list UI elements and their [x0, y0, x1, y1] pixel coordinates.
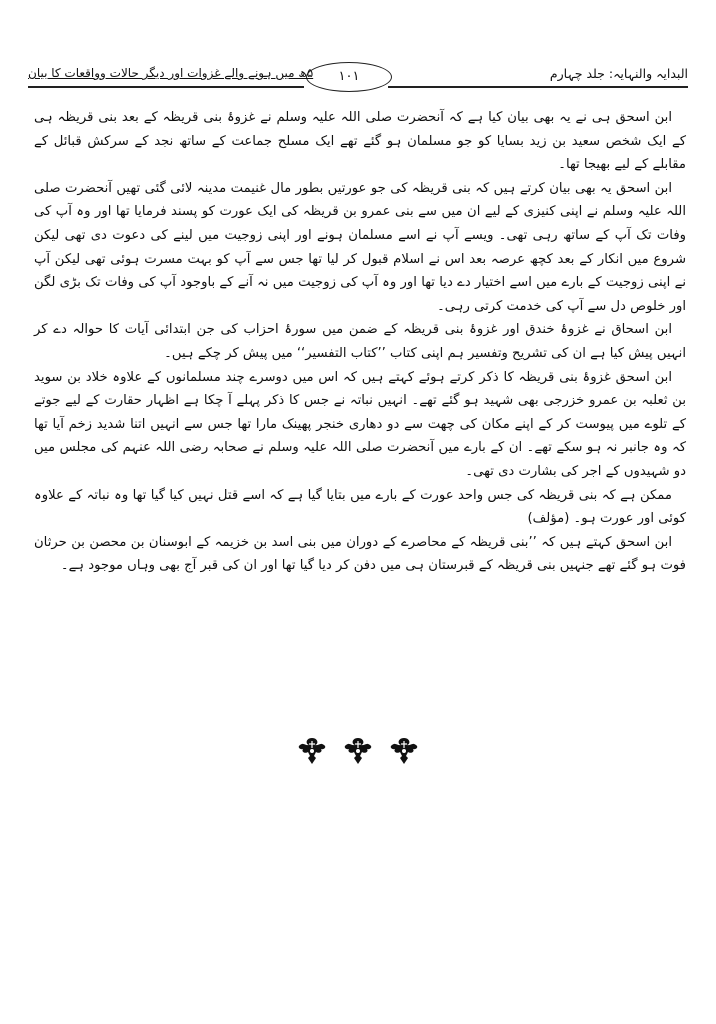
header-rule-right — [388, 86, 688, 88]
paragraph-text: ابن اسحق غزوۂ بنی قریظہ کا ذکر کرتے ہوئے کہتے ہیں کہ اس میں دوسرے چند مسلمانوں کے علاوہ خلاد بن سوید بن ثعلبہ بن عمرو خزرجی بھی شہید ہو گئے تھے۔ انہیں نباتہ نے جس کا ذکر پہلے آ چکا ہے اظہار حقارت کے لیے جوتے کے تلوے میں پیوست کر کے اپنے مکان کی چھت سے دو دھاری خنجر پھینک مارا تھا جس سے انہیں اتنا شدید زخم آیا تھا کہ وہ جانبر نہ ہو سکے تھے۔ ان کے بارے میں آنحضرت صلی اللہ علیہ وسلم نے صحابہ رضی اللہ عنہم کی مجلس میں دو شہیدوں کے اجر کی بشارت دی تھی۔ — [34, 369, 686, 479]
floral-ornament-icon — [292, 736, 332, 766]
chapter-title: ۵ھ میں ہونے والے غزوات اور دیگر حالات وواقعات کا بیان — [28, 66, 314, 80]
paragraph-text: ابن اسحق ہی نے یہ بھی بیان کیا ہے کہ آنحضرت صلی اللہ علیہ وسلم نے غزوۂ بنی قریظہ کے بعد بنی قریظہ ہی کے ایک شخص سعید بن زید بسایا کو جو مسلمان ہو گئے تھے ایک مسلح جماعت کے ساتھ نجد کے سرکش قبائل کے مقابلے کے لیے بھیجا تھا۔ — [34, 110, 686, 173]
floral-ornament-icon — [384, 736, 424, 766]
paragraph — [34, 484, 686, 531]
body-text — [34, 106, 686, 578]
floral-ornament-icon — [338, 736, 378, 766]
paragraph — [34, 318, 686, 365]
floral-ornament — [292, 736, 424, 766]
paragraph — [34, 366, 686, 484]
paragraph-text: ابن اسحاق نے غزوۂ خندق اور غزوۂ بنی قریظہ کے ضمن میں سورۂ احزاب کی جن ابتدائی آیات کا حوالہ دے کر انہیں پیش کیا ہے ان کی تشریح وتفسیر ہم اپنی کتاب ’’کتاب التفسیر‘‘ میں پیش کر چکے ہیں۔ — [34, 322, 686, 361]
running-header — [28, 62, 688, 96]
paragraph — [34, 531, 686, 578]
header-rule-left — [28, 86, 304, 88]
paragraph-text: ابن اسحق یہ بھی بیان کرتے ہیں کہ بنی قریظہ کی جو عورتیں بطور مال غنیمت مدینہ لائی گئی تھیں آنحضرت صلی اللہ علیہ وسلم نے اپنی کنیزی کے لیے ان میں سے بنی عمرو بن قریظہ کی ایک عورت کو پسند فرمایا تھا اور وہ آپ کی وفات تک آپ کے ساتھ رہی تھی۔ ویسے آپ نے اسے مسلمان ہونے اور اپنی زوجیت میں لینے کی دعوت دی تھی لیکن شروع میں انکار کے بعد کچھ عرصہ بعد اس نے اسلام قبول کر لیا تھا جس سے آپ کو بہت مسرت ہوئی تھی لیکن آپ نے اپنی زوجیت کے بارے میں اسے اختیار دے دیا تھا اور وہ آپ کی زوجیت میں نہ آنے کے باوجود آپ کی وفات تک بڑی لگن اور خلوص دل سے آپ کی خدمت کرتی رہی۔ — [34, 180, 686, 314]
page-number: ۱۰۱ — [306, 62, 392, 92]
paragraph-text: ممکن ہے کہ بنی قریظہ کی جس واحد عورت کے بارے میں بتایا گیا ہے کہ اسے قتل نہیں کیا گیا تھا وہ نباتہ کے علاوہ کوئی اور عورت ہو۔ (مؤلف) — [34, 487, 686, 527]
paragraph-text: ابن اسحق کہتے ہیں کہ ’’بنی قریظہ کے محاصرے کے دوران میں بنی اسد بن خزیمہ کے ابوسنان بن محصن بن حرثان فوت ہو گئے تھے جنہیں بنی قریظہ کے قبرستان ہی میں دفن کر دیا گیا تھا اور ان کی قبر آج بھی وہاں موجود ہے۔ — [34, 534, 686, 574]
paragraph — [34, 177, 686, 319]
paragraph — [34, 106, 686, 177]
book-title: البدایہ والنہایہ: جلد چہارم — [549, 66, 688, 81]
